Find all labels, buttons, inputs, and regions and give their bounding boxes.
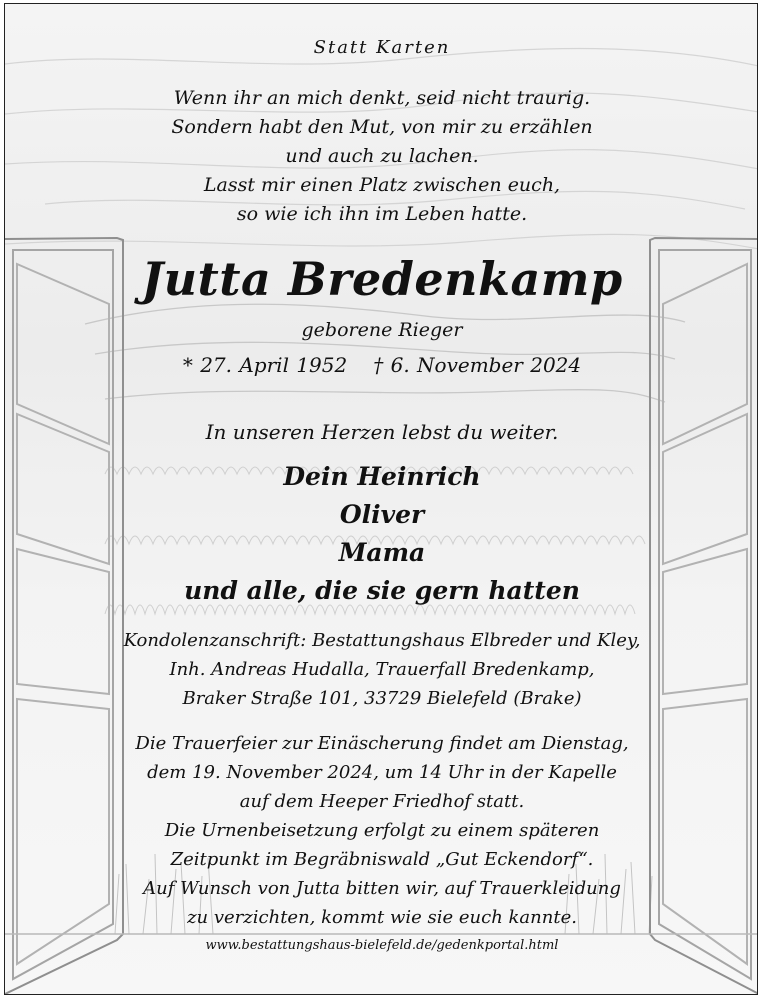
condolence-address: [5, 626, 758, 713]
mourners-list: [5, 458, 758, 610]
ceremony-line: auf dem Heeper Friedhof statt.: [239, 791, 525, 812]
memorial-poem: [5, 84, 758, 229]
ceremony-line: Die Urnenbeisetzung erfolgt zu einem späteren: [164, 820, 600, 841]
address-line: Kondolenzanschrift: Bestattungshaus Elbreder und Kley,: [123, 630, 641, 651]
mourner-name: Dein Heinrich: [283, 462, 481, 491]
mourner-name: Oliver: [339, 500, 425, 529]
mourner-name: und alle, die sie gern hatten: [184, 576, 580, 605]
death-date: † 6. November 2024: [373, 353, 582, 377]
obituary-notice: [4, 3, 758, 995]
birth-date: * 27. April 1952: [182, 353, 348, 377]
address-line: Braker Straße 101, 33729 Bielefeld (Brake): [182, 688, 582, 709]
life-dates: [5, 353, 758, 377]
memorial-portal-link[interactable]: www.bestattungshaus-bielefeld.de/gedenkportal.html: [205, 938, 559, 953]
ceremony-line: Die Trauerfeier zur Einäscherung findet am Dienstag,: [135, 733, 629, 754]
notice-text-content: [5, 4, 758, 995]
poem-line: Sondern habt den Mut, von mir zu erzählen: [171, 116, 593, 138]
ceremony-line: Zeitpunkt im Begräbniswald „Gut Eckendorf“.: [170, 849, 594, 870]
birth-name: geborene Rieger: [301, 319, 463, 341]
ceremony-line: Auf Wunsch von Jutta bitten wir, auf Trauerkleidung: [143, 878, 621, 899]
poem-line: Wenn ihr an mich denkt, seid nicht traurig.: [173, 87, 591, 109]
funeral-details: [5, 729, 758, 932]
deceased-name: Jutta Bredenkamp: [141, 252, 623, 306]
poem-line: Lasst mir einen Platz zwischen euch,: [203, 174, 561, 196]
ceremony-line: dem 19. November 2024, um 14 Uhr in der Kapelle: [147, 762, 617, 783]
remembrance-line: In unseren Herzen lebst du weiter.: [205, 420, 559, 444]
poem-line: und auch zu lachen.: [285, 145, 479, 167]
mourner-name: Mama: [338, 538, 426, 567]
ceremony-line: zu verzichten, kommt wie sie euch kannte.: [187, 907, 577, 928]
poem-line: so wie ich ihn im Leben hatte.: [236, 203, 528, 225]
address-line: Inh. Andreas Hudalla, Trauerfall Bredenkamp,: [169, 659, 595, 680]
statt-karten-header: Statt Karten: [313, 37, 451, 58]
